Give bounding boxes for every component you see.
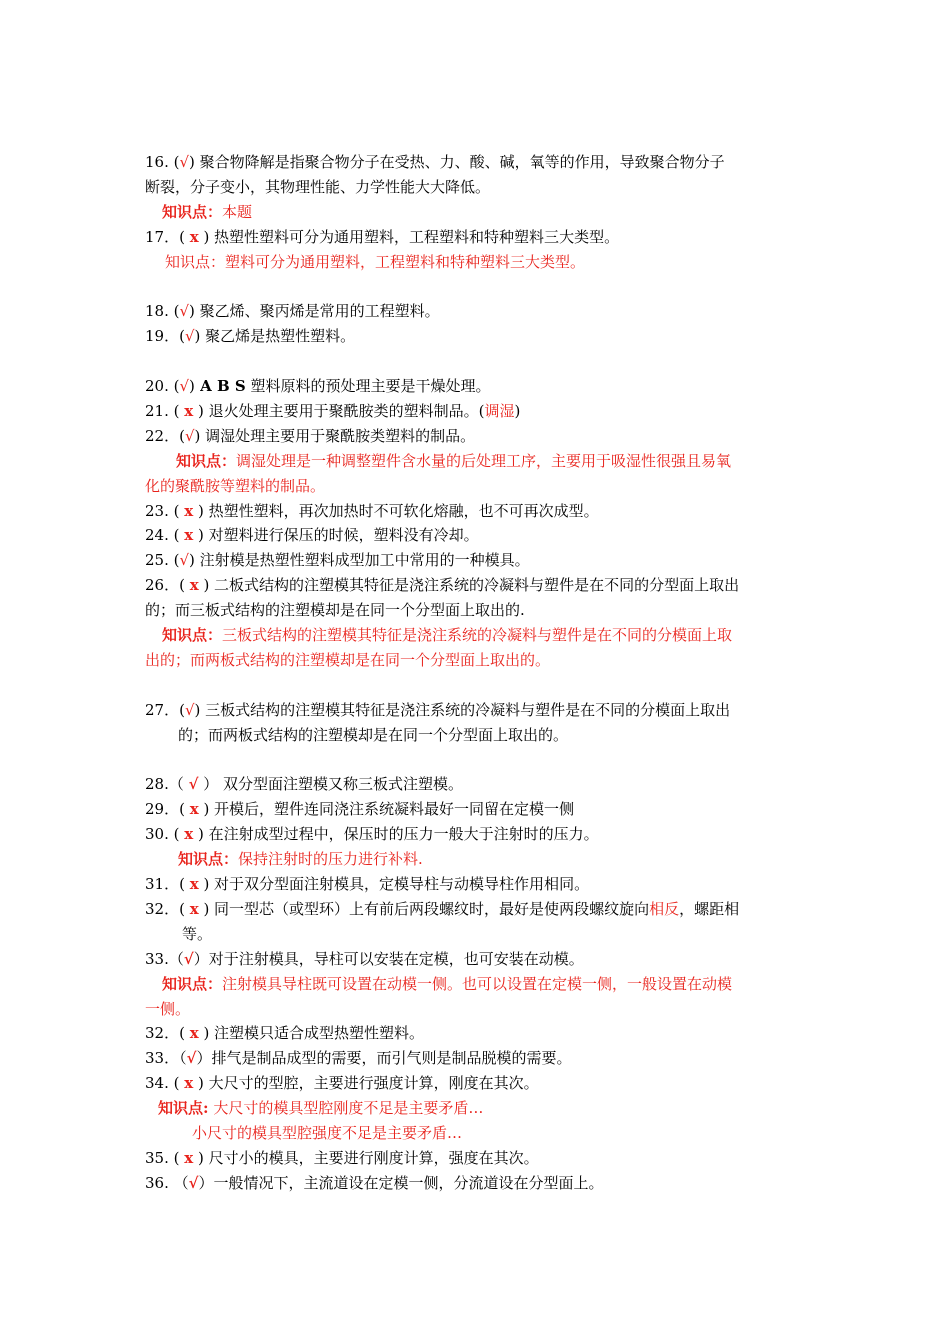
answer-mark: √ [184, 327, 195, 345]
item-20-line: 20. (√) A B S 塑料原料的预处理主要是干燥处理。 [145, 377, 491, 395]
item-16-cont: 断裂，分子变小，其物理性能、力学性能大大降低。 [145, 178, 491, 196]
answer-mark: x [189, 900, 199, 918]
item-32b-line: 32．( x ) 注塑模只适合成型热塑性塑料。 [145, 1024, 425, 1042]
answer-mark: √ [184, 701, 195, 719]
answer-mark: x [184, 402, 194, 420]
answer-mark: x [189, 228, 199, 246]
item-35-line: 35. ( x ) 尺寸小的模具，主要进行刚度计算，强度在其次。 [145, 1149, 539, 1167]
item-26-cont: 的；而三板式结构的注塑模却是在同一个分型面上取出的. [145, 601, 525, 619]
item-28-line: 28.（ √ ） 双分型面注塑模又称三板式注塑模。 [145, 775, 464, 793]
answer-mark: x [184, 825, 194, 843]
answer-mark: x [184, 1074, 194, 1092]
item-36-line: 36. （√）一般情况下，主流道设在定模一侧，分流道设在分型面上。 [145, 1174, 604, 1192]
item-30-note: 知识点：保持注射时的压力进行补料. [178, 850, 423, 868]
item-27-cont: 的；而两板式结构的注塑模却是在同一个分型面上取出的。 [178, 726, 569, 744]
answer-mark: x [189, 800, 199, 818]
item-32-cont: 等。 [182, 925, 213, 943]
item-29-line: 29．( x ) 开模后，塑件连同浇注系统凝料最好一同留在定模一侧 [145, 800, 575, 818]
item-31-line: 31．( x ) 对于双分型面注射模具，定模导柱与动模导柱作用相同。 [145, 875, 590, 893]
answer-mark: x [189, 1024, 199, 1042]
answer-mark: x [184, 526, 194, 544]
item-33-note-cont: 一侧。 [145, 1000, 191, 1018]
item-26-note: 知识点：三板式结构的注塑模其特征是浇注系统的冷凝料与塑件是在不同的分模面上取 [162, 626, 733, 644]
item-34-note-cont: 小尺寸的模具型腔强度不足是主要矛盾… [192, 1124, 463, 1142]
item-27-line: 27．(√) 三板式结构的注塑模其特征是浇注系统的冷凝料与塑件是在不同的分模面上取出 [145, 701, 731, 719]
item-22-note: 知识点：调湿处理是一种调整塑件含水量的后处理工序，主要用于吸湿性很强且易氧 [176, 452, 732, 470]
answer-mark: √ [183, 950, 194, 968]
item-33b-line: 33．（√）排气是制品成型的需要，而引气则是制品脱模的需要。 [145, 1049, 572, 1067]
answer-mark: x [189, 875, 199, 893]
item-32-line: 32．( x ) 同一型芯（或型环）上有前后两段螺纹时，最好是使两段螺纹旋向相反，螺距相 [145, 900, 740, 918]
item-16-line: 16. (√) 聚合物降解是指聚合物分子在受热、力、酸、碱，氧等的作用，导致聚合物分子 [145, 153, 725, 171]
item-22-line: 22．(√) 调湿处理主要用于聚酰胺类塑料的制品。 [145, 427, 476, 445]
item-34-note: 知识点: 大尺寸的模具型腔刚度不足是主要矛盾… [158, 1099, 484, 1117]
answer-mark: √ [188, 1174, 199, 1192]
item-23-line: 23. ( x ) 热塑性塑料，再次加热时不可软化熔融，也不可再次成型。 [145, 502, 599, 520]
item-17-line: 17．( x ) 热塑性塑料可分为通用塑料，工程塑料和特种塑料三大类型。 [145, 228, 620, 246]
item-24-line: 24. ( x ) 对塑料进行保压的时候，塑料没有冷却。 [145, 526, 479, 544]
answer-mark: √ [179, 302, 190, 320]
item-18-line: 18. (√) 聚乙烯、聚丙烯是常用的工程塑料。 [145, 302, 440, 320]
answer-mark: x [184, 502, 194, 520]
item-16-note: 知识点：本题 [162, 203, 253, 221]
item-33-note: 知识点：注射模具导柱既可设置在动模一侧。也可以设置在定模一侧，一般设置在动模 [162, 975, 733, 993]
item-19-line: 19．(√) 聚乙烯是热塑性塑料。 [145, 327, 356, 345]
answer-mark: x [189, 576, 199, 594]
answer-mark: √ [184, 427, 195, 445]
answer-mark: √ [179, 551, 190, 569]
item-33-line: 33.（√）对于注射模具，导柱可以安装在定模，也可安装在动模。 [145, 950, 584, 968]
answer-mark: √ [188, 775, 199, 793]
item-26-note-cont: 出的；而两板式结构的注塑模却是在同一个分型面上取出的。 [145, 651, 551, 669]
answer-mark: √ [186, 1049, 197, 1067]
item-17-note: 知识点：塑料可分为通用塑料，工程塑料和特种塑料三大类型。 [165, 253, 586, 271]
answer-mark: x [184, 1149, 194, 1167]
item-25-line: 25. (√) 注射模是热塑性塑料成型加工中常用的一种模具。 [145, 551, 530, 569]
answer-mark: √ [179, 377, 190, 395]
item-22-note-cont: 化的聚酰胺等塑料的制品。 [145, 477, 326, 495]
answer-mark: √ [179, 153, 190, 171]
item-26-line: 26．( x ) 二板式结构的注塑模其特征是浇注系统的冷凝料与塑件是在不同的分型面上取出 [145, 576, 740, 594]
item-30-line: 30. ( x ) 在注射成型过程中，保压时的压力一般大于注射时的压力。 [145, 825, 599, 843]
item-21-line: 21. ( x ) 退火处理主要用于聚酰胺类的塑料制品。(调湿) [145, 402, 521, 420]
item-34-line: 34. ( x ) 大尺寸的型腔，主要进行强度计算，刚度在其次。 [145, 1074, 539, 1092]
